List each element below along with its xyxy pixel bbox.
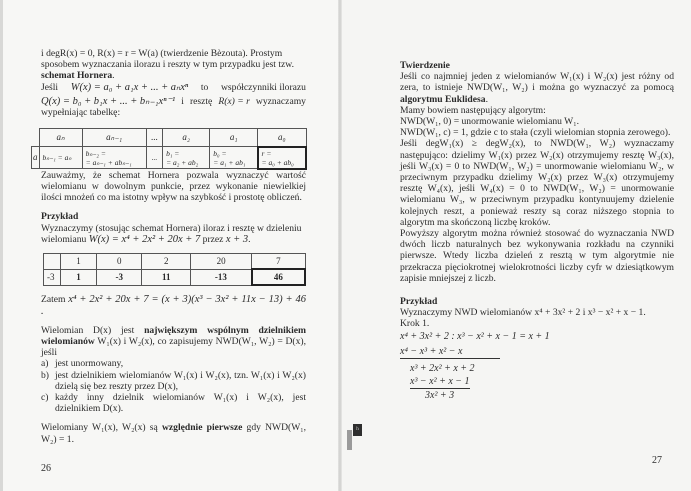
left-page-content (33, 48, 306, 445)
horner-general-table (31, 128, 307, 170)
example-step: Krok 1. (400, 318, 430, 330)
algorithm-line-2: NWD(W₁, c) = 1, gdzie c to stała (czyli wielomian stopnia zerowego). (400, 127, 671, 139)
right-page-content (400, 60, 674, 402)
table-row: a bₙ₋₁ = aₙ bₙ₋₂ = = aₙ₋₁ + abₙ₋₁ ... b₁ = = a₂ + ab₂ b₀ = = a₁ + ab₁ r = = a₀ + ab₀ (32, 147, 307, 169)
algorithm-paragraph: Jeśli degW₁(x) ≥ degW₂(x), to NWD(W₁, W₂) wyznaczamy następująco: dzielimy W₁(x) przez W₂(x) otrzymujemy resztę W₃(x), jeśli W₃(x) = 0 to NWD(W₁, W₂) = unormowanie wielomianu W₂, w przeciwnym przypadku dzielimy W₂(x) przez W₃(x) otrzymujemy resztę W₄(x), jeśli W₄(x) = 0 to NWD(W₁, W₂) = unormowanie wielomianu W₃, w przeciwnym przypadku kontynuujemy dzielenie kolejnych reszt, a ponieważ reszty są coraz niższego stopnia to algorytm ma skończoną liczbę kroków. (400, 138, 674, 228)
example-text-2: wielomianu W(x) = x⁴ + 2x² + 20x + 7 przez x + 3. (41, 233, 251, 245)
horner-def-line-2: Q(x) = b₀ + b₁x + ... + bₙ₋₁xⁿ⁻¹ i resztę R(x) = r wyznaczamy (41, 95, 306, 107)
example-polynomial: W(x) = x⁴ + 2x² + 20x + 7 (88, 233, 201, 245)
gcd-definition: Wielomian D(x) jest największym wspólnym dzielnikiem wielomianów W₁(x) i W₂(x), co zapisujemy NWD(W₁, W₂) = D(x), jeśli (41, 324, 306, 359)
horner-example-table (43, 253, 306, 287)
q-formula: Q(x) = b₀ + b₁x + ... + bₙ₋₁xⁿ⁻¹ (41, 95, 176, 107)
algorithm-numbers-note: Powyższy algorytm można również stosować do wyznaczania NWD dwóch liczb naturalnych bez wykonywania rozkładu na czynniki pierwsze. Wtedy liczba dzieleń z resztą w tym algorytmie nie przekracza pięciokrotnej wielokrotności liczby cyfr w dziesiątkowym zapisie mniejszej z liczb. (400, 228, 674, 284)
horner-note: Zauważmy, że schemat Hornera pozwala wyznaczyć wartość wielomianu w dowolnym punkcie, przez wykonanie niewielkiej ilości mnożeń co ma istotny wpływ na szybkość i prostotę obliczeń. (41, 169, 306, 204)
w-formula: W(x) = a₀ + a₁x + ... + aₙxⁿ (70, 81, 189, 93)
page-number-right: 27 (652, 455, 662, 466)
table-header-row: 1 0 2 20 7 (44, 253, 306, 269)
list-item: b) jest dzielnikiem wielomianów W₁(x) i W₂(x), tzn. W₁(x) i W₂(x) dzielą się bez reszty przez D(x), (41, 369, 306, 392)
bookmark-tab: h (353, 424, 362, 436)
fill-table-text: wypełniając tabelkę: (41, 107, 121, 119)
intro-line-1: i degR(x) = 0, R(x) = r = W(a) (twierdzenie Bèzouta). Prostym (41, 48, 283, 59)
algorithm-intro: Mamy bowiem następujący algorytm: (400, 104, 546, 116)
page-number-left: 26 (41, 463, 51, 474)
example-title: Przykład (41, 211, 79, 223)
algorithm-line-1: NWD(W₁, 0) = unormowanie wielomianu W₁. (400, 116, 579, 128)
theorem-title: Twierdzenie (400, 60, 450, 71)
list-item: c) każdy inny dzielnik wielomianów W₁(x) i W₂(x), jest dzielnikiem D(x). (41, 392, 306, 415)
page-tab-marker (347, 430, 352, 450)
list-item: a) jest unormowany, (41, 358, 124, 370)
book-gutter (338, 0, 342, 491)
table-row: -3 1 -3 11 -13 46 (44, 269, 306, 285)
intro-term-line: schemat Hornera. (41, 70, 115, 82)
example-title: Przykład (400, 296, 438, 308)
polynomial-long-division: x⁴ + 3x² + 2 : x³ − x² + x − 1 = x + 1 x⁴ − x³ + x² − x x³ + 2x² + x + 2 x³ − x² + x − 1 3x² + 3 (400, 330, 550, 401)
r-formula: R(x) = r (218, 95, 250, 107)
horner-def-line-1: Jeśli W(x) = a₀ + a₁x + ... + aₙxⁿ to współczynniki ilorazu (41, 81, 306, 93)
example-text-1: Wyznaczymy (stosując schemat Hornera) iloraz i resztę w dzieleniu (41, 222, 302, 234)
coprime-definition: Wielomiany W₁(x), W₂(x) są względnie pierwsze gdy NWD(W₁, W₂) = 1. (41, 422, 306, 445)
example-conclusion: Zatem x⁴ + 2x² + 20x + 7 = (x + 3)(x³ − 3x² + 11x − 13) + 46 . (41, 294, 306, 317)
intro-line-2: sposobem wyznaczania ilorazu i reszty w tym przypadku jest tzw. (41, 59, 294, 71)
example-text: Wyznaczymy NWD wielomianów x⁴ + 3x² + 2 i x³ − x² + x − 1. (400, 307, 646, 319)
horner-term: schemat Hornera (41, 70, 113, 82)
table-header-row: aₙ aₙ₋₁ ... a₂ a₁ a₀ (32, 129, 307, 147)
theorem-text: Jeśli co najmniej jeden z wielomianów W₁(x) i W₂(x) jest różny od zera, to istnieje NWD(W₁, W₂) i można go wyznaczyć za pomocą algorytmu Euklidesa. (400, 71, 674, 105)
